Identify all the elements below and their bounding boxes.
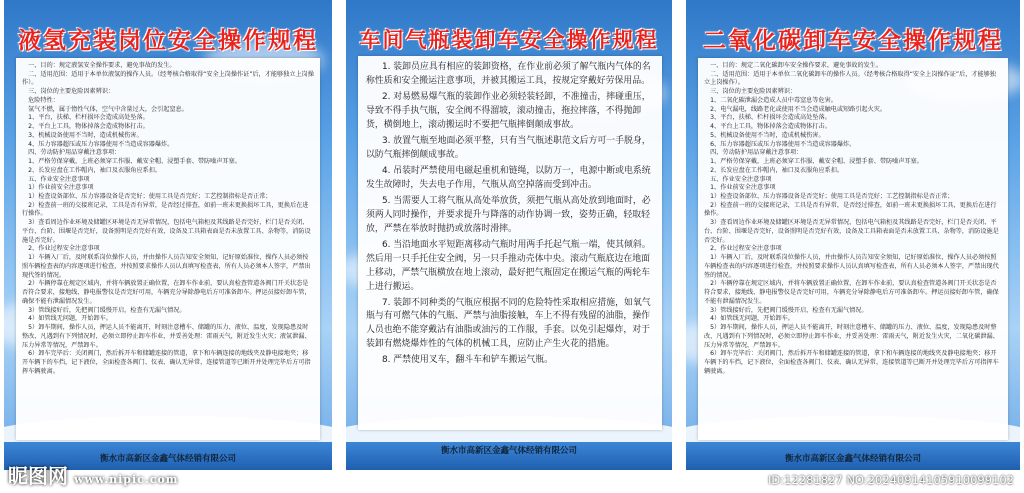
rule-line: 一、目的：规定二氧化碳卸车安全操作要求，避免事故的发生。 — [710, 62, 883, 69]
rule-line: 3）查看周边作业环境及储罐区环境是否无异常情况，包括电气箱柜及其线路是否完好，栏门是否关闭、平台、台阶、围堰是否完好，设备照明是否完好有效，设备及工具箱表面是否未放置工具、杂物等，消防设施是否完好。 — [704, 219, 999, 244]
rule-line: 6、压力容器超压或压力容器使用不当造成容器爆炸。 — [710, 140, 856, 148]
rule-line: 1）作业前安全注意事项 — [28, 184, 94, 192]
rule-line: 1）检查设备部位、压力容器设备是否完好；使用工具是否完好；工艺控制指标是否正常； — [710, 193, 954, 201]
rule-line: 5）卸车期间，操作人员，押运人员不能离开，时刻注意槽车、储罐的压力、液位、温度，发现隐患及时整改，凡遇到有下列情况时，必须立即停止卸车作业，并妥善处理：雷雨天气，附近发生火灾；液氩泄漏、压力异常等情况，严禁卸车。 — [22, 324, 311, 349]
rule-line: 5）卸车期间，操作人员，押运人员不能离开，时刻注意槽车、储罐的压力、液位、温度，发现隐患及时整改，凡遇到有下列情况时，必须立即停止卸车作业，并妥善处理：雷雨天气，附近发生火灾，二氧化碳泄漏、压力异常等情况，严禁卸车。 — [704, 324, 999, 349]
watermark-id: ID:12281827 NO:20240914105910099102 — [768, 473, 1014, 487]
rule-line: 二、适用范围：适用于本单位二氧化碳卸车的操作人员。（经考核合格取得“安全上岗操作证”后，才能够独立上岗操作）。 — [704, 70, 996, 87]
rule-line: 2）检查前一班的交接班记录，工具是否有异常，是否经过排查，如前一班未更换损坏工具，更换后在进行操作。 — [22, 201, 309, 218]
rule-line: 1）检查设备部位、压力容器设备是否完好；使用工具是否完好；工艺控制指标是否正常； — [28, 193, 272, 201]
rule-line: 3）管线接好后，先把阀门缓慢开启，检查有无漏气情况。 — [28, 306, 186, 314]
rule-line: 1、严格劳保穿戴，上班必须穿工作服、戴安全帽、浸塑手套、带防噪声耳塞。 — [28, 158, 241, 166]
watermark-brand — [8, 460, 178, 489]
rules-text — [358, 56, 662, 375]
watermark-site: www.nipic.com — [74, 473, 179, 486]
rule-line: 2、作业过程安全注意事项 — [28, 245, 100, 253]
rule-line: 二、适用范围：适用于本单位液氢的操作人员。（经考核合格取得“安全上岗操作证”后，才能够独立上岗操作）。 — [22, 70, 314, 87]
rule-line: 2、平台上工具，物体掉落会造成物体打击。 — [28, 123, 149, 131]
rule-line: 8. 严禁使用叉车，翻斗车和铲车搬运气瓶。 — [382, 355, 554, 366]
rule-line: 6）卸车完毕后：关闭阀门，然后拆开车和储罐连接的管道，拿下和车辆连接的地线夹及静电接地夹；移开车辆下的车挡，记下液位，全面检查各阀门、仪表、确认无异常，连接管道等已断开并处理完毕后方可指挥车辆驶离。 — [22, 350, 311, 375]
rule-line: 2. 对易燃易爆气瓶的装卸作业必须轻装轻卸，不准撞击，摔碰重压，导致不得手执气瓶，安全阀不得溜坡，滚动撞击，拖拉摔落，不得抛卸货，横倒地上，滚动搬运时不要把气瓶摔倒颠成事故。 — [366, 91, 651, 130]
rule-line: 6）卸车完毕后：关闭阀门，然后拆开车和储罐连接的管道，拿下和车辆连接的地线夹及静电接地夹；移开车辆下的车挡，记下液位，全面检查各阀门、仪表、确认无异常，连接管道等已断开并处理完毕后方可指挥车辆驶离。 — [704, 350, 999, 375]
company-name: 衡水市高新区金鑫气体经销有限公司 — [99, 454, 236, 464]
content-card — [698, 58, 1008, 440]
rule-line: 2）车辆停靠在规定区域内，并将车辆放置正确位置，在卸车作业前，要认真检查管道各阀门开关状态是否符合要求，接地线、静电报警仪是否完好可用，车辆充分导除静电后方可准备卸车。押运员接好卸车管，确保不能有泄漏情况发生。 — [704, 280, 999, 305]
panel-gas-cylinder — [346, 0, 672, 470]
rule-line: 四、劳动防护用品穿戴注意事项： — [28, 149, 121, 157]
rule-line: 三、岗位的主要危险因素辨识： — [28, 88, 115, 96]
company-name: 衡水市高新区金鑫气体经销有限公司 — [784, 454, 921, 464]
rule-line: 2、电气漏电，线路老化或使用不当会造成触电或短路引起火灾。 — [710, 105, 886, 113]
rule-line: 五、作业安全注意事项 — [710, 175, 772, 183]
panel-liquid-hydrogen — [4, 0, 332, 470]
rules-text — [16, 58, 320, 380]
rule-line: 1、二氧化碳泄漏会造成人员中毒窒息等危害。 — [710, 96, 837, 104]
rule-line: 3）管线接好后，先把阀门缓慢开启，检查有无漏气情况。 — [710, 306, 868, 314]
rule-line: 氩气不燃，属于惰性气体，空气中含量过大，会引起窒息。 — [28, 105, 188, 113]
rule-line: 1、作业前安全注意事项 — [710, 184, 776, 192]
rule-line: 1、平台，扶梯、栏杆损坏会造成高处坠落。 — [28, 114, 149, 122]
rule-line: 2）检查前一班的交接班记录，工具是否有异常，是否经过排查，如前一班未更换损坏工具，更换后在进行操作。 — [704, 201, 997, 218]
content-card — [358, 56, 662, 430]
rule-line: 1）车辆入厂后，及时联系岗位操作人员，并由操作人员告知安全须知，记好原始准位，操作人员必须按照车辆检查表的内容逐项进行检查，并按照要求操作人员认真填写检查表，所有人员必须本人签字，严禁出现代签的情况。 — [704, 254, 999, 279]
panel-carbon-dioxide — [686, 0, 1020, 470]
rule-line: 危险特性： — [28, 96, 59, 104]
rule-line: 2）车辆停靠在规定区域内，并将车辆放置正确位置，在卸车作业前，要认真检查管道各阀门开关状态是否符合要求，接地线、静电报警仪是否完好可用，车辆充分导除静电后方可准备卸车。押运员接好卸车管，确保不能有泄漏情况发生。 — [22, 280, 311, 305]
rule-line: 7. 装卸不同种类的气瓶应根据不同的危险特性采取相应措施，如氧气瓶与有可燃气体的气瓶、严禁与油脂接触，车上不得有残留的油脂，操作人员也绝不能穿戴沾有油脂或油污的工作服，手套。以免引起爆炸，对于装卸有燃烧爆炸性的气体的机械工具，应防止产生火花的措施。 — [366, 297, 651, 350]
rules-text — [698, 58, 1008, 380]
watermark-logo-text: 昵图网 — [8, 464, 68, 488]
rule-line: 3）查看周边作业环境及储罐区环境是否无异常情况，包括电气箱柜及其线路是否完好，栏门是否关闭、平台、台阶、围堰是否完好，设备照明是否完好有效，设备及工具箱表面是否未放置工具、杂物等，消防设施是否完好。 — [22, 219, 311, 244]
content-card — [16, 58, 320, 440]
company-name: 衡水市高新区金鑫气体经销有限公司 — [440, 446, 577, 456]
rule-line: 1. 装卸员应具有相应的装卸资格，在作业前必须了解气瓶内气体的名称性质和安全搬运注意事项，并被其搬运工具，按规定穿戴好劳保用品。 — [366, 62, 651, 86]
rule-line: 五、作业安全注意事项 — [28, 175, 90, 183]
rule-line: 4）如管线无问题，开始卸车。 — [28, 315, 112, 323]
panel-title: 车间气瓶装卸车安全操作规程 — [359, 27, 659, 52]
rule-line: 2、长发应盘在工作帽内，袖口及衣服角应系扣。 — [28, 166, 162, 174]
rule-line: 2、作业过程安全注意事项 — [710, 245, 782, 253]
panel-title: 液氢充装岗位安全操作规程 — [18, 27, 318, 54]
rule-line: 四、劳动防护用品穿戴注意事项： — [710, 149, 803, 157]
rule-line: 6. 当沿地面水平短距离移动气瓶时用两手托起气瓶一端，使其倾斜。然后用一只手托住安全阀，另一只手推动壳体中央。滚动气瓶底边在地面上移动，严禁气瓶横放在地上滚动，最好把气瓶固定在搬运气瓶的两轮车上进行搬运。 — [366, 239, 651, 292]
rule-line: 3. 放置气瓶至地面必须平整，只有当气瓶述职范文后方可一手脱身，以防气瓶摔倒颠成事故。 — [366, 135, 651, 160]
rule-line: 4. 吊装时严禁使用电磁起重机和链绳，以防万一，电源中断或电系统发生故障时，失去电子作用，气瓶从高空掉落而受到冲击。 — [366, 165, 651, 190]
rule-line: 1）车辆入厂后，及时联系岗位操作人员，并由操作人员告知安全须知，记好原始准位，操作人员必须按照车辆检查表的内容逐项进行检查，并按照要求操作人员认真填写检查表，所有人员必须本人签字，严禁出现代签的情况。 — [22, 254, 311, 279]
rule-line: 3、机械设备使用不当时，造成机械伤害。 — [28, 131, 143, 139]
rule-line: 4、压力容器超压或压力容器使用不当造成容器爆炸。 — [28, 140, 174, 148]
rule-line: 2、长发应盘在工作帽内，袖口及衣服角应系扣。 — [710, 166, 844, 174]
rule-line: 三、岗位的主要危险因素辨识： — [710, 88, 797, 96]
rule-line: 5、机械设备使用不当时，造成机械伤害。 — [710, 131, 825, 139]
rule-line: 3、平台，扶梯、栏杆损坏会造成高处坠落。 — [710, 114, 831, 122]
rule-line: 4）如管线无问题，开始卸车。 — [710, 315, 794, 323]
rule-line: 1、严格劳保穿戴，上班必须穿工作服、戴安全帽、浸塑手套、带防噪声耳塞。 — [710, 158, 923, 166]
panel-title: 二氧化碳卸车安全操作规程 — [703, 27, 1003, 54]
rule-line: 4、平台上工具，物体掉落会造成物体打击。 — [710, 123, 831, 131]
rule-line: 一、目的：规定液氢安全操作要求，避免事故的发生。 — [28, 62, 176, 69]
rule-line: 5. 当需要人工将气瓶从高处举放货，须把气瓶从高处放到地面时，必须两人同时操作，并要求提升与降落的动作协调一致，姿势正确，轻取轻放，严禁在举放时抛扔或放落时滑摔。 — [366, 195, 651, 234]
